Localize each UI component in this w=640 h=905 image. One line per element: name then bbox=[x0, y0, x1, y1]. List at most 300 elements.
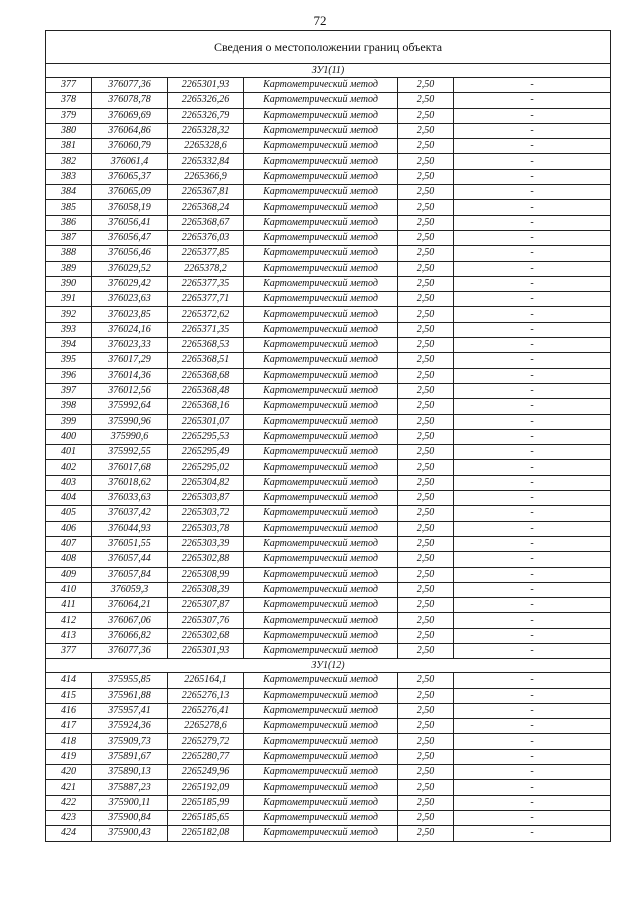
method-cell: Картометрический метод bbox=[244, 230, 398, 245]
accuracy-cell: 2,50 bbox=[398, 536, 454, 551]
point-number-cell: 400 bbox=[46, 429, 92, 444]
description-cell: - bbox=[454, 810, 611, 825]
method-cell: Картометрический метод bbox=[244, 643, 398, 658]
x-coordinate-cell: 376059,3 bbox=[92, 582, 168, 597]
table-row bbox=[46, 154, 611, 169]
x-coordinate-cell: 376056,41 bbox=[92, 215, 168, 230]
table-row bbox=[46, 139, 611, 154]
accuracy-cell: 2,50 bbox=[398, 276, 454, 291]
x-coordinate-cell: 376077,36 bbox=[92, 78, 168, 93]
description-cell: - bbox=[454, 567, 611, 582]
table-row bbox=[46, 230, 611, 245]
point-number-cell: 418 bbox=[46, 734, 92, 749]
table-row bbox=[46, 582, 611, 597]
point-number-cell: 420 bbox=[46, 765, 92, 780]
accuracy-cell: 2,50 bbox=[398, 826, 454, 841]
table-row bbox=[46, 521, 611, 536]
x-coordinate-cell: 375900,84 bbox=[92, 810, 168, 825]
accuracy-cell: 2,50 bbox=[398, 246, 454, 261]
description-cell: - bbox=[454, 734, 611, 749]
method-cell: Картометрический метод bbox=[244, 719, 398, 734]
point-number-cell: 415 bbox=[46, 688, 92, 703]
table-row bbox=[46, 414, 611, 429]
accuracy-cell: 2,50 bbox=[398, 338, 454, 353]
description-cell: - bbox=[454, 765, 611, 780]
description-cell: - bbox=[454, 780, 611, 795]
x-coordinate-cell: 376029,52 bbox=[92, 261, 168, 276]
y-coordinate-cell: 2265185,99 bbox=[168, 795, 244, 810]
table-title: Сведения о местоположении границ объекта bbox=[46, 31, 611, 64]
x-coordinate-cell: 376023,85 bbox=[92, 307, 168, 322]
point-number-cell: 397 bbox=[46, 383, 92, 398]
description-cell: - bbox=[454, 475, 611, 490]
y-coordinate-cell: 2265328,6 bbox=[168, 139, 244, 154]
description-cell: - bbox=[454, 261, 611, 276]
table-row bbox=[46, 567, 611, 582]
description-cell: - bbox=[454, 643, 611, 658]
y-coordinate-cell: 2265326,79 bbox=[168, 108, 244, 123]
description-cell: - bbox=[454, 598, 611, 613]
description-cell: - bbox=[454, 749, 611, 764]
description-cell: - bbox=[454, 429, 611, 444]
x-coordinate-cell: 375955,85 bbox=[92, 673, 168, 688]
y-coordinate-cell: 2265295,49 bbox=[168, 445, 244, 460]
table-row bbox=[46, 353, 611, 368]
x-coordinate-cell: 376064,21 bbox=[92, 598, 168, 613]
table-row bbox=[46, 78, 611, 93]
y-coordinate-cell: 2265366,9 bbox=[168, 169, 244, 184]
x-coordinate-cell: 376057,44 bbox=[92, 552, 168, 567]
accuracy-cell: 2,50 bbox=[398, 93, 454, 108]
table-row bbox=[46, 536, 611, 551]
method-cell: Картометрический метод bbox=[244, 810, 398, 825]
x-coordinate-cell: 375900,11 bbox=[92, 795, 168, 810]
description-cell: - bbox=[454, 292, 611, 307]
y-coordinate-cell: 2265295,53 bbox=[168, 429, 244, 444]
table-row bbox=[46, 628, 611, 643]
x-coordinate-cell: 375990,6 bbox=[92, 429, 168, 444]
x-coordinate-cell: 376060,79 bbox=[92, 139, 168, 154]
point-number-cell: 399 bbox=[46, 414, 92, 429]
description-cell: - bbox=[454, 703, 611, 718]
y-coordinate-cell: 2265303,78 bbox=[168, 521, 244, 536]
table-row bbox=[46, 445, 611, 460]
x-coordinate-cell: 376017,29 bbox=[92, 353, 168, 368]
method-cell: Картометрический метод bbox=[244, 688, 398, 703]
accuracy-cell: 2,50 bbox=[398, 734, 454, 749]
table-row bbox=[46, 749, 611, 764]
accuracy-cell: 2,50 bbox=[398, 703, 454, 718]
boundary-table bbox=[45, 30, 611, 842]
accuracy-cell: 2,50 bbox=[398, 688, 454, 703]
method-cell: Картометрический метод bbox=[244, 795, 398, 810]
method-cell: Картометрический метод bbox=[244, 613, 398, 628]
description-cell: - bbox=[454, 108, 611, 123]
x-coordinate-cell: 376044,93 bbox=[92, 521, 168, 536]
description-cell: - bbox=[454, 506, 611, 521]
y-coordinate-cell: 2265368,51 bbox=[168, 353, 244, 368]
accuracy-cell: 2,50 bbox=[398, 185, 454, 200]
x-coordinate-cell: 375924,36 bbox=[92, 719, 168, 734]
y-coordinate-cell: 2265378,2 bbox=[168, 261, 244, 276]
x-coordinate-cell: 376012,56 bbox=[92, 383, 168, 398]
point-number-cell: 412 bbox=[46, 613, 92, 628]
accuracy-cell: 2,50 bbox=[398, 475, 454, 490]
table-row bbox=[46, 506, 611, 521]
method-cell: Картометрический метод bbox=[244, 582, 398, 597]
accuracy-cell: 2,50 bbox=[398, 445, 454, 460]
method-cell: Картометрический метод bbox=[244, 567, 398, 582]
x-coordinate-cell: 375887,23 bbox=[92, 780, 168, 795]
table-row bbox=[46, 383, 611, 398]
x-coordinate-cell: 375992,64 bbox=[92, 399, 168, 414]
x-coordinate-cell: 375891,67 bbox=[92, 749, 168, 764]
description-cell: - bbox=[454, 154, 611, 169]
accuracy-cell: 2,50 bbox=[398, 506, 454, 521]
description-cell: - bbox=[454, 200, 611, 215]
y-coordinate-cell: 2265280,77 bbox=[168, 749, 244, 764]
y-coordinate-cell: 2265368,16 bbox=[168, 399, 244, 414]
y-coordinate-cell: 2265332,84 bbox=[168, 154, 244, 169]
accuracy-cell: 2,50 bbox=[398, 795, 454, 810]
section-header-row bbox=[46, 659, 611, 673]
method-cell: Картометрический метод bbox=[244, 445, 398, 460]
y-coordinate-cell: 2265368,68 bbox=[168, 368, 244, 383]
accuracy-cell: 2,50 bbox=[398, 491, 454, 506]
y-coordinate-cell: 2265295,02 bbox=[168, 460, 244, 475]
table-row bbox=[46, 261, 611, 276]
table-row bbox=[46, 795, 611, 810]
point-number-cell: 422 bbox=[46, 795, 92, 810]
accuracy-cell: 2,50 bbox=[398, 215, 454, 230]
table-row bbox=[46, 765, 611, 780]
y-coordinate-cell: 2265377,71 bbox=[168, 292, 244, 307]
accuracy-cell: 2,50 bbox=[398, 749, 454, 764]
y-coordinate-cell: 2265302,88 bbox=[168, 552, 244, 567]
accuracy-cell: 2,50 bbox=[398, 139, 454, 154]
method-cell: Картометрический метод bbox=[244, 307, 398, 322]
method-cell: Картометрический метод bbox=[244, 338, 398, 353]
method-cell: Картометрический метод bbox=[244, 765, 398, 780]
y-coordinate-cell: 2265279,72 bbox=[168, 734, 244, 749]
point-number-cell: 390 bbox=[46, 276, 92, 291]
y-coordinate-cell: 2265278,6 bbox=[168, 719, 244, 734]
accuracy-cell: 2,50 bbox=[398, 78, 454, 93]
description-cell: - bbox=[454, 673, 611, 688]
y-coordinate-cell: 2265192,09 bbox=[168, 780, 244, 795]
x-coordinate-cell: 376023,63 bbox=[92, 292, 168, 307]
x-coordinate-cell: 376066,82 bbox=[92, 628, 168, 643]
x-coordinate-cell: 376065,37 bbox=[92, 169, 168, 184]
method-cell: Картометрический метод bbox=[244, 261, 398, 276]
y-coordinate-cell: 2265303,87 bbox=[168, 491, 244, 506]
table-row bbox=[46, 643, 611, 658]
accuracy-cell: 2,50 bbox=[398, 552, 454, 567]
method-cell: Картометрический метод bbox=[244, 475, 398, 490]
description-cell: - bbox=[454, 93, 611, 108]
x-coordinate-cell: 375961,88 bbox=[92, 688, 168, 703]
description-cell: - bbox=[454, 582, 611, 597]
description-cell: - bbox=[454, 368, 611, 383]
description-cell: - bbox=[454, 536, 611, 551]
table-row bbox=[46, 688, 611, 703]
accuracy-cell: 2,50 bbox=[398, 582, 454, 597]
point-number-cell: 419 bbox=[46, 749, 92, 764]
point-number-cell: 389 bbox=[46, 261, 92, 276]
point-number-cell: 396 bbox=[46, 368, 92, 383]
point-number-cell: 410 bbox=[46, 582, 92, 597]
x-coordinate-cell: 376033,63 bbox=[92, 491, 168, 506]
point-number-cell: 380 bbox=[46, 123, 92, 138]
table-row bbox=[46, 491, 611, 506]
point-number-cell: 386 bbox=[46, 215, 92, 230]
table-row bbox=[46, 734, 611, 749]
x-coordinate-cell: 376058,19 bbox=[92, 200, 168, 215]
accuracy-cell: 2,50 bbox=[398, 154, 454, 169]
accuracy-cell: 2,50 bbox=[398, 368, 454, 383]
y-coordinate-cell: 2265308,39 bbox=[168, 582, 244, 597]
y-coordinate-cell: 2265377,35 bbox=[168, 276, 244, 291]
accuracy-cell: 2,50 bbox=[398, 780, 454, 795]
table-row bbox=[46, 429, 611, 444]
y-coordinate-cell: 2265377,85 bbox=[168, 246, 244, 261]
description-cell: - bbox=[454, 552, 611, 567]
x-coordinate-cell: 376029,42 bbox=[92, 276, 168, 291]
y-coordinate-cell: 2265276,41 bbox=[168, 703, 244, 718]
x-coordinate-cell: 375900,43 bbox=[92, 826, 168, 841]
y-coordinate-cell: 2265371,35 bbox=[168, 322, 244, 337]
table-row bbox=[46, 613, 611, 628]
x-coordinate-cell: 376065,09 bbox=[92, 185, 168, 200]
table-row bbox=[46, 215, 611, 230]
description-cell: - bbox=[454, 246, 611, 261]
method-cell: Картометрический метод bbox=[244, 628, 398, 643]
method-cell: Картометрический метод bbox=[244, 536, 398, 551]
method-cell: Картометрический метод bbox=[244, 93, 398, 108]
x-coordinate-cell: 375992,55 bbox=[92, 445, 168, 460]
x-coordinate-cell: 375890,13 bbox=[92, 765, 168, 780]
table-row bbox=[46, 108, 611, 123]
method-cell: Картометрический метод bbox=[244, 506, 398, 521]
point-number-cell: 381 bbox=[46, 139, 92, 154]
accuracy-cell: 2,50 bbox=[398, 261, 454, 276]
table-row bbox=[46, 200, 611, 215]
section-label: ЗУ1(12) bbox=[46, 659, 611, 673]
section-header-row bbox=[46, 64, 611, 78]
y-coordinate-cell: 2265368,53 bbox=[168, 338, 244, 353]
table-row bbox=[46, 307, 611, 322]
x-coordinate-cell: 376077,36 bbox=[92, 643, 168, 658]
table-row bbox=[46, 93, 611, 108]
accuracy-cell: 2,50 bbox=[398, 598, 454, 613]
method-cell: Картометрический метод bbox=[244, 414, 398, 429]
accuracy-cell: 2,50 bbox=[398, 628, 454, 643]
y-coordinate-cell: 2265249,96 bbox=[168, 765, 244, 780]
accuracy-cell: 2,50 bbox=[398, 383, 454, 398]
point-number-cell: 411 bbox=[46, 598, 92, 613]
point-number-cell: 423 bbox=[46, 810, 92, 825]
accuracy-cell: 2,50 bbox=[398, 230, 454, 245]
description-cell: - bbox=[454, 719, 611, 734]
method-cell: Картометрический метод bbox=[244, 154, 398, 169]
point-number-cell: 383 bbox=[46, 169, 92, 184]
description-cell: - bbox=[454, 521, 611, 536]
point-number-cell: 398 bbox=[46, 399, 92, 414]
method-cell: Картометрический метод bbox=[244, 246, 398, 261]
x-coordinate-cell: 375990,96 bbox=[92, 414, 168, 429]
description-cell: - bbox=[454, 414, 611, 429]
description-cell: - bbox=[454, 276, 611, 291]
method-cell: Картометрический метод bbox=[244, 521, 398, 536]
y-coordinate-cell: 2265328,32 bbox=[168, 123, 244, 138]
point-number-cell: 395 bbox=[46, 353, 92, 368]
method-cell: Картометрический метод bbox=[244, 399, 398, 414]
x-coordinate-cell: 376064,86 bbox=[92, 123, 168, 138]
y-coordinate-cell: 2265368,24 bbox=[168, 200, 244, 215]
method-cell: Картометрический метод bbox=[244, 703, 398, 718]
method-cell: Картометрический метод bbox=[244, 292, 398, 307]
y-coordinate-cell: 2265308,99 bbox=[168, 567, 244, 582]
description-cell: - bbox=[454, 491, 611, 506]
y-coordinate-cell: 2265304,82 bbox=[168, 475, 244, 490]
table-row bbox=[46, 338, 611, 353]
table-row bbox=[46, 780, 611, 795]
y-coordinate-cell: 2265182,08 bbox=[168, 826, 244, 841]
point-number-cell: 417 bbox=[46, 719, 92, 734]
description-cell: - bbox=[454, 139, 611, 154]
x-coordinate-cell: 376069,69 bbox=[92, 108, 168, 123]
table-row bbox=[46, 598, 611, 613]
method-cell: Картометрический метод bbox=[244, 215, 398, 230]
method-cell: Картометрический метод bbox=[244, 139, 398, 154]
method-cell: Картометрический метод bbox=[244, 552, 398, 567]
table-row bbox=[46, 292, 611, 307]
point-number-cell: 378 bbox=[46, 93, 92, 108]
y-coordinate-cell: 2265301,07 bbox=[168, 414, 244, 429]
table-row bbox=[46, 185, 611, 200]
description-cell: - bbox=[454, 78, 611, 93]
accuracy-cell: 2,50 bbox=[398, 353, 454, 368]
y-coordinate-cell: 2265301,93 bbox=[168, 78, 244, 93]
y-coordinate-cell: 2265276,13 bbox=[168, 688, 244, 703]
x-coordinate-cell: 375957,41 bbox=[92, 703, 168, 718]
description-cell: - bbox=[454, 353, 611, 368]
description-cell: - bbox=[454, 399, 611, 414]
table-row bbox=[46, 368, 611, 383]
point-number-cell: 377 bbox=[46, 643, 92, 658]
point-number-cell: 377 bbox=[46, 78, 92, 93]
accuracy-cell: 2,50 bbox=[398, 322, 454, 337]
table-row bbox=[46, 719, 611, 734]
x-coordinate-cell: 376056,46 bbox=[92, 246, 168, 261]
description-cell: - bbox=[454, 460, 611, 475]
method-cell: Картометрический метод bbox=[244, 200, 398, 215]
method-cell: Картометрический метод bbox=[244, 169, 398, 184]
description-cell: - bbox=[454, 338, 611, 353]
description-cell: - bbox=[454, 826, 611, 841]
accuracy-cell: 2,50 bbox=[398, 810, 454, 825]
method-cell: Картометрический метод bbox=[244, 598, 398, 613]
description-cell: - bbox=[454, 230, 611, 245]
method-cell: Картометрический метод bbox=[244, 368, 398, 383]
point-number-cell: 387 bbox=[46, 230, 92, 245]
description-cell: - bbox=[454, 169, 611, 184]
point-number-cell: 407 bbox=[46, 536, 92, 551]
point-number-cell: 424 bbox=[46, 826, 92, 841]
x-coordinate-cell: 376067,06 bbox=[92, 613, 168, 628]
table-row bbox=[46, 123, 611, 138]
point-number-cell: 404 bbox=[46, 491, 92, 506]
method-cell: Картометрический метод bbox=[244, 276, 398, 291]
y-coordinate-cell: 2265301,93 bbox=[168, 643, 244, 658]
description-cell: - bbox=[454, 795, 611, 810]
table-row bbox=[46, 475, 611, 490]
x-coordinate-cell: 375909,73 bbox=[92, 734, 168, 749]
x-coordinate-cell: 376024,16 bbox=[92, 322, 168, 337]
accuracy-cell: 2,50 bbox=[398, 123, 454, 138]
y-coordinate-cell: 2265302,68 bbox=[168, 628, 244, 643]
accuracy-cell: 2,50 bbox=[398, 292, 454, 307]
description-cell: - bbox=[454, 383, 611, 398]
y-coordinate-cell: 2265326,26 bbox=[168, 93, 244, 108]
x-coordinate-cell: 376056,47 bbox=[92, 230, 168, 245]
accuracy-cell: 2,50 bbox=[398, 108, 454, 123]
point-number-cell: 406 bbox=[46, 521, 92, 536]
accuracy-cell: 2,50 bbox=[398, 460, 454, 475]
y-coordinate-cell: 2265307,76 bbox=[168, 613, 244, 628]
accuracy-cell: 2,50 bbox=[398, 673, 454, 688]
point-number-cell: 401 bbox=[46, 445, 92, 460]
x-coordinate-cell: 376051,55 bbox=[92, 536, 168, 551]
point-number-cell: 413 bbox=[46, 628, 92, 643]
point-number-cell: 416 bbox=[46, 703, 92, 718]
y-coordinate-cell: 2265368,48 bbox=[168, 383, 244, 398]
description-cell: - bbox=[454, 688, 611, 703]
accuracy-cell: 2,50 bbox=[398, 307, 454, 322]
method-cell: Картометрический метод bbox=[244, 780, 398, 795]
description-cell: - bbox=[454, 445, 611, 460]
y-coordinate-cell: 2265185,65 bbox=[168, 810, 244, 825]
point-number-cell: 408 bbox=[46, 552, 92, 567]
accuracy-cell: 2,50 bbox=[398, 169, 454, 184]
description-cell: - bbox=[454, 613, 611, 628]
method-cell: Картометрический метод bbox=[244, 673, 398, 688]
table-row bbox=[46, 322, 611, 337]
table-row bbox=[46, 552, 611, 567]
page-number: 72 bbox=[313, 13, 327, 28]
point-number-cell: 393 bbox=[46, 322, 92, 337]
accuracy-cell: 2,50 bbox=[398, 200, 454, 215]
point-number-cell: 402 bbox=[46, 460, 92, 475]
method-cell: Картометрический метод bbox=[244, 460, 398, 475]
method-cell: Картометрический метод bbox=[244, 749, 398, 764]
accuracy-cell: 2,50 bbox=[398, 613, 454, 628]
y-coordinate-cell: 2265164,1 bbox=[168, 673, 244, 688]
point-number-cell: 392 bbox=[46, 307, 92, 322]
point-number-cell: 394 bbox=[46, 338, 92, 353]
x-coordinate-cell: 376037,42 bbox=[92, 506, 168, 521]
method-cell: Картометрический метод bbox=[244, 322, 398, 337]
method-cell: Картометрический метод bbox=[244, 353, 398, 368]
accuracy-cell: 2,50 bbox=[398, 765, 454, 780]
accuracy-cell: 2,50 bbox=[398, 567, 454, 582]
y-coordinate-cell: 2265372,62 bbox=[168, 307, 244, 322]
point-number-cell: 421 bbox=[46, 780, 92, 795]
description-cell: - bbox=[454, 628, 611, 643]
table-row bbox=[46, 399, 611, 414]
accuracy-cell: 2,50 bbox=[398, 414, 454, 429]
accuracy-cell: 2,50 bbox=[398, 399, 454, 414]
